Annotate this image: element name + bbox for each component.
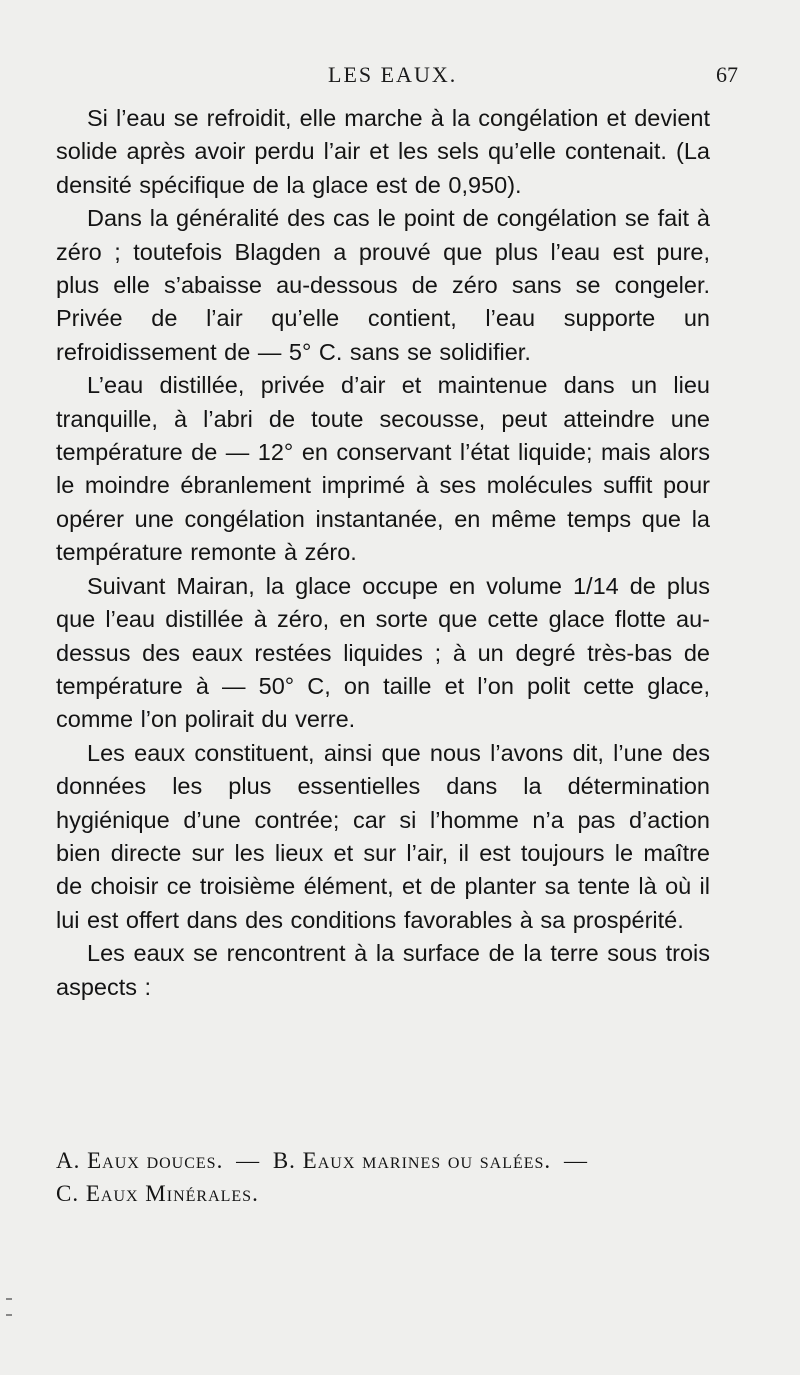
body-text [56,102,710,1004]
page-header [0,62,800,92]
category-marine-water: B. Eaux marines ou salées. [272,1148,552,1173]
page-number: 67 [716,62,738,87]
category-separator: — [236,1148,261,1173]
paragraph-blagden: Dans la généralité des cas le point de congélation se fait à zéro ; toutefois Blagden a prouvé que plus l’eau est pure, plus elle s’abaisse au-dessous de zéro sans se congeler. Privée de l’air qu’elle contient, l’eau supporte un refroidissement de — 5° C. sans se solidifier. [56,205,710,365]
bleed-through-area [0,1190,800,1375]
category-fresh-water: A. Eaux douces. [56,1148,224,1173]
paragraph-distilled-water: L’eau distillée, privée d’air et maintenue dans un lieu tranquille, à l’abri de toute secousse, peut atteindre une température de — 12° en conservant l’état liquide; mais alors le moindre ébranlement imprimé à ses molécules suffit pour opérer une congélation instantanée, en même temps que la température remonte à zéro. [56,372,710,566]
category-mineral-water: C. Eaux Minérales. [56,1181,259,1206]
paragraph-three-aspects: Les eaux se rencontrent à la surface de la terre sous trois aspects : [56,940,710,1000]
paragraph-mairan: Suivant Mairan, la glace occupe en volume 1/14 de plus que l’eau distillée à zéro, en sorte que cette glace flotte au-dessus des eaux restées liquides ; à un degré très-bas de température à — 50° C, on taille et l’on polit cette glace, comme l’on polirait du verre. [56,572,710,733]
paragraph-freezing: Si l’eau se refroidit, elle marche à la congélation et devient solide après avoir perdu l’air et les sels qu’elle contenait. (La densité spécifique de la glace est de 0,950). [56,105,710,198]
category-separator: — [563,1148,588,1173]
margin-mark [6,1314,12,1316]
paragraph-hygiene: Les eaux constituent, ainsi que nous l’avons dit, l’une des données les plus essentielles dans la détermination hygiénique d’une contrée; car si l’homme n’a pas d’action bien directe sur les lieux et sur l’air, il est toujours le maître de choisir ce troisième élément, et de planter sa tente là où il lui est offert dans des conditions favorables à sa prospérité. [56,739,710,933]
margin-mark [6,1298,12,1300]
running-head: LES EAUX. [328,62,458,87]
